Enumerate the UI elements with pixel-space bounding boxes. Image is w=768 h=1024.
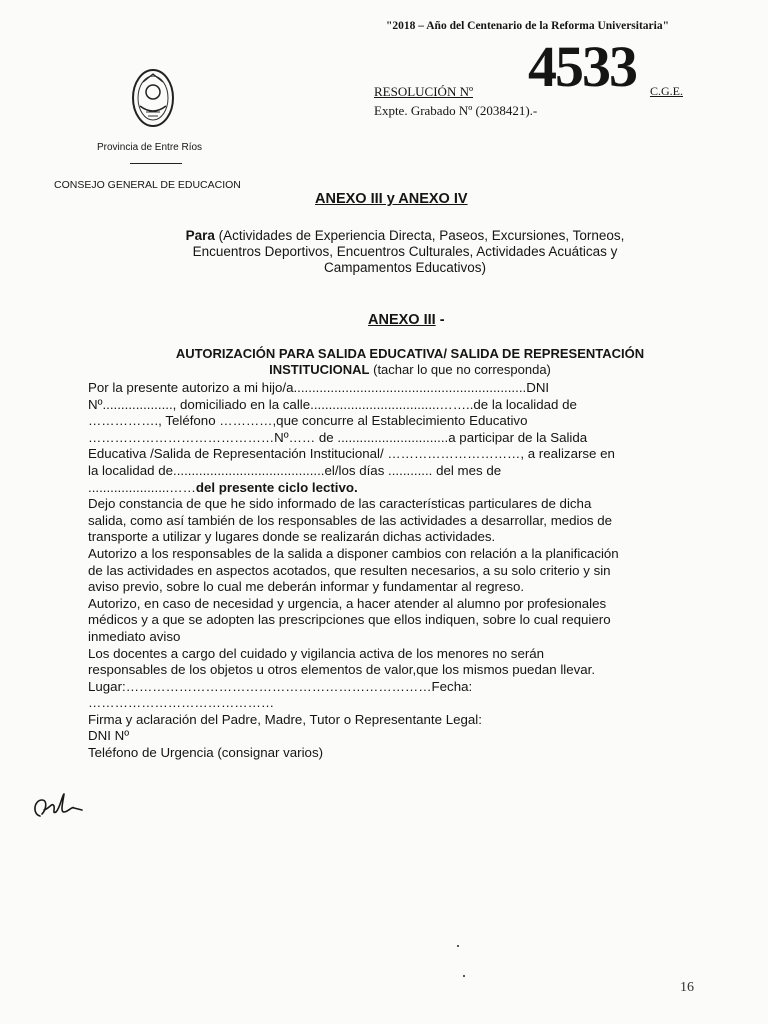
body-line: aviso previo, sobre lo cual me deberán informar y fundamentar al regreso. <box>88 579 525 595</box>
page-number: 16 <box>680 980 694 995</box>
cge-label: C.G.E. <box>650 84 683 98</box>
scan-speck <box>457 945 459 947</box>
divider <box>130 163 182 164</box>
body-line: Autorizo, en caso de necesidad y urgencia, a hacer atender al alumno por profesionales <box>88 595 607 611</box>
body-line: médicos y a que se adopten las prescripciones que ellos indiquen, sobre lo cual requiero <box>88 612 611 628</box>
expediente-number: Expte. Grabado Nº (2038421).- <box>374 103 538 118</box>
annex-heading: ANEXO III y ANEXO IV <box>315 191 468 207</box>
body-line: Nº..................., domiciliado en la calle...................................……..de la localidad de <box>88 396 577 412</box>
resolution-label: RESOLUCIÓN Nº <box>374 84 474 99</box>
body-line: responsables de los objetos u otros elementos de valor,que los mismos puedan llevar. <box>88 662 596 678</box>
handwritten-initials <box>30 788 90 822</box>
body-line: …………………………………… <box>88 695 275 711</box>
body-line: Dejo constancia de que he sido informado de las características particulares de dicha <box>88 496 592 512</box>
activities-scope <box>150 228 660 276</box>
para-text: (Actividades de Experiencia Directa, Paseos, Excursiones, Torneos, Encuentros Deportivos, Encuentros Culturales, Actividades Acuáticas y Campamentos Educativos) <box>192 228 625 275</box>
body-line: transporte a utilizar y lugares donde se realizarán dichas actividades. <box>88 529 496 545</box>
dni-line: DNI Nº <box>88 728 130 744</box>
signature-line: Firma y aclaración del Padre, Madre, Tutor o Representante Legal: <box>88 711 482 727</box>
authorization-body <box>88 380 698 762</box>
province-name: Provincia de Entre Ríos <box>97 142 203 153</box>
authorization-title <box>100 346 720 378</box>
body-line: salida, como así también de los responsables de las actividades a desarrollar, medios de <box>88 512 613 528</box>
council-name: CONSEJO GENERAL DE EDUCACION <box>54 179 241 191</box>
body-line: Autorizo a los responsables de la salida a disponer cambios con relación a la planificación <box>88 545 619 561</box>
province-seal-icon <box>128 60 178 132</box>
body-dots: ......................…… <box>88 479 196 495</box>
centenary-motto: "2018 – Año del Centenario de la Reforma Universitaria" <box>386 20 669 32</box>
place-date-line: Lugar:……………………………………………………………Fecha: <box>88 678 473 694</box>
body-line <box>88 480 698 497</box>
body-line: la localidad de.........................................el/los días ............ del mes de <box>88 462 502 478</box>
body-line: Los docentes a cargo del cuidado y vigilancia activa de los menores no serán <box>88 645 545 661</box>
resolution-number: 4533 <box>528 34 636 99</box>
body-line: Por la presente autorizo a mi hijo/a...............................................................DNI <box>88 380 550 395</box>
annex3-mark: - <box>439 312 445 328</box>
body-line: ……………., Teléfono …………,que concurre al Establecimiento Educativo <box>88 413 528 429</box>
annex3-title <box>368 312 445 328</box>
annex3-title-text: ANEXO III <box>368 312 436 328</box>
auth-title-line1: AUTORIZACIÓN PARA SALIDA EDUCATIVA/ SALIDA DE REPRESENTACIÓN <box>175 346 645 361</box>
para-lead: Para <box>185 228 215 243</box>
scan-speck <box>463 975 465 977</box>
body-bold: del presente ciclo lectivo. <box>195 479 358 495</box>
auth-title-bold: INSTITUCIONAL <box>269 362 370 377</box>
body-line: de las actividades en aspectos acotados, que resulten necesarios, a su solo criterio y sin <box>88 562 611 578</box>
body-line: ……………………………………Nº…… de ..............................a participar de la Salida <box>88 429 588 445</box>
body-line: Educativa /Salida de Representación Institucional/ …………………………, a realizarse en <box>88 446 615 462</box>
auth-title-note: (tachar lo que no corresponda) <box>369 362 551 377</box>
emergency-phone-line: Teléfono de Urgencia (consignar varios) <box>88 745 324 761</box>
body-line: inmediato aviso <box>88 628 181 644</box>
